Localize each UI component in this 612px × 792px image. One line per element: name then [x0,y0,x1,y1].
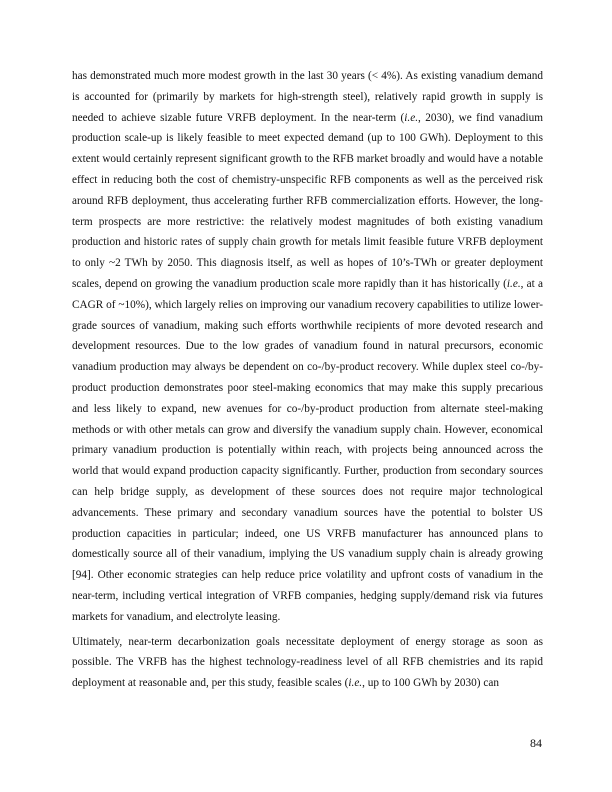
body-paragraph-1 [72,66,543,628]
italic-text-run: i.e. [348,677,363,690]
text-run: , up to 100 GWh by 2030) can [362,677,499,690]
page-number: 84 [530,736,542,750]
page-body [72,66,543,694]
text-run: has demonstrated much more modest growth in the last 30 years (< 4%). As existing vanadium demand is accounted for (primarily by markets for high-strength steel), relatively rapid growth in supply is needed to achieve sizable future VRFB deployment. In the near-term ( [72,70,543,124]
body-paragraph-2 [72,632,543,694]
text-run: , 2030), we find vanadium production scale-up is likely feasible to meet expected demand (up to 100 GWh). Deployment to this extent would certainly represent significant growth to the RFB market broadly and would have a notable effect in reducing both the cost of chemistry-unspecific RFB components as well as the perceived risk around RFB deployment, thus accelerating further RFB commercialization efforts. However, the long-term prospects are more restrictive: the relatively modest magnitudes of both existing vanadium production and historic rates of supply chain growth for metals limit feasible future VRFB deployment to only ~2 TWh by 2050. This diagnosis itself, as well as hopes of 10’s-TWh or greater deployment scales, depend on growing the vanadium production scale more rapidly than it has historically ( [72,111,543,290]
text-run: , at a CAGR of ~10%), which largely relies on improving our vanadium recovery capabilities to utilize lower-grade sources of vanadium, making such efforts worthwhile recipients of more devoted research and development resources. Due to the low grades of vanadium found in natural precursors, economic vanadium production may always be dependent on co-/by-product recovery. While duplex steel co-/by-product production demonstrates poor steel-making economics that may make this supply precarious and less likely to expand, new avenues for co-/by-product production from alternate steel-making methods or with other metals can grow and diversify the vanadium supply chain. However, economical primary vanadium production is potentially within reach, with projects being announced across the world that would expand production capacity significantly. Further, production from secondary sources can help bridge supply, as development of these sources does not require major technological advancements. These primary and secondary vanadium sources have the potential to bolster US production capacities in particular; indeed, one US VRFB manufacturer has announced plans to domestically source all of their vanadium, implying the US vanadium supply chain is already growing [94]. Other economic strategies can help reduce price volatility and upfront costs of vanadium in the near-term, including vertical integration of VRFB companies, hedging supply/demand risk via futures markets for vanadium, and electrolyte leasing. [72,277,543,623]
text-run: Ultimately, near-term decarbonization goals necessitate deployment of energy storage as soon as possible. The VRFB has the highest technology-readiness level of all RFB chemistries and its rapid deployment at reasonable and, per this study, feasible scales ( [72,635,543,690]
italic-text-run: i.e. [506,277,521,290]
italic-text-run: i.e. [404,111,419,124]
